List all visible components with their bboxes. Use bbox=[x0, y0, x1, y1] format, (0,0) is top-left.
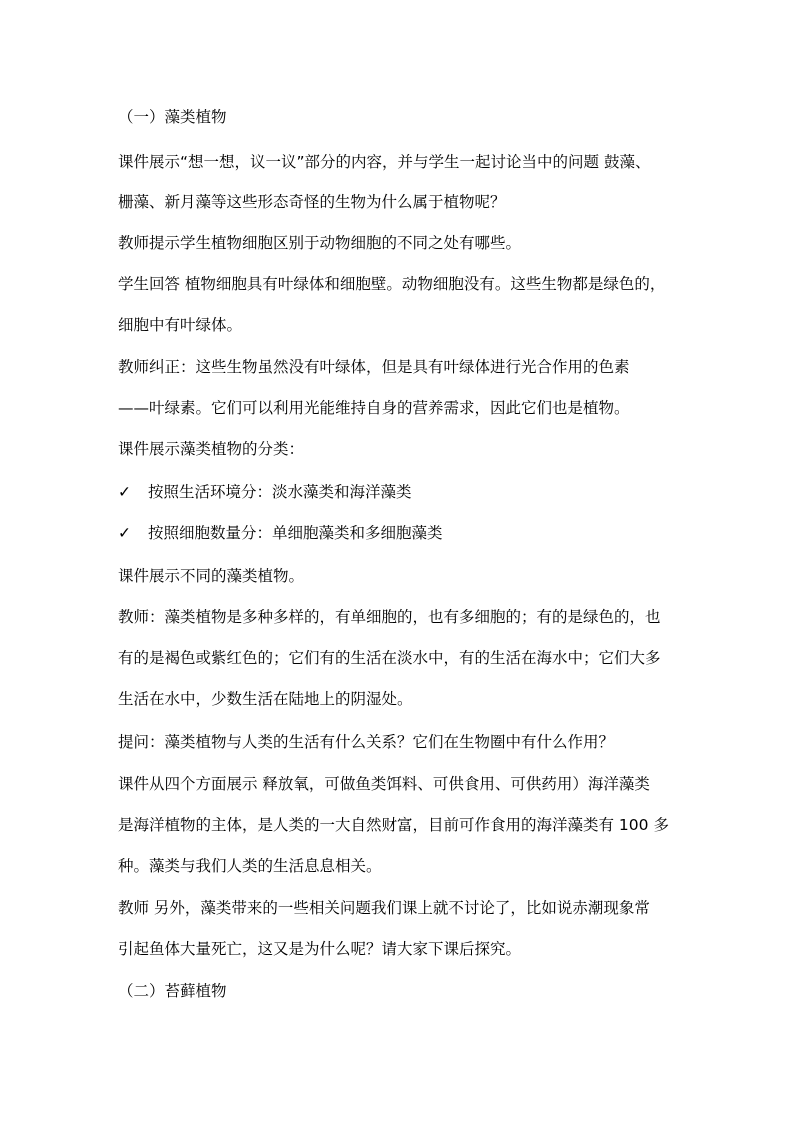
paragraph-line: 课件展示不同的藻类植物。 bbox=[118, 567, 305, 585]
paragraph-line: 课件展示藻类植物的分类： bbox=[118, 440, 305, 458]
bullet-text: 按照生活环境分：淡水藻类和海洋藻类 bbox=[148, 483, 412, 501]
paragraph-line: 课件从四个方面展示 释放氧，可做鱼类饵料、可供食用、可供药用）海洋藻类 bbox=[118, 775, 650, 793]
paragraph-line: 教师纠正：这些生物虽然没有叶绿体，但是具有叶绿体进行光合作用的色素 bbox=[118, 358, 630, 376]
paragraph-line: 教师 另外，藻类带来的一些相关问题我们课上就不讨论了，比如说赤潮现象常 bbox=[118, 899, 650, 917]
paragraph-line: 教师提示学生植物细胞区别于动物细胞的不同之处有哪些。 bbox=[118, 234, 522, 252]
bullet-item bbox=[118, 523, 678, 543]
paragraph-line: 栅藻、新月藻等这些形态奇怪的生物为什么属于植物呢？ bbox=[118, 193, 506, 211]
paragraph-line: 有的是褐色或紫红色的；它们有的生活在淡水中，有的生活在海水中；它们大多 bbox=[118, 649, 661, 667]
section-heading-algae: （一）藻类植物 bbox=[118, 108, 227, 126]
bullet-item bbox=[118, 482, 678, 502]
checkmark-icon: ✓ bbox=[118, 524, 131, 542]
paragraph-line: 细胞中有叶绿体。 bbox=[118, 316, 243, 334]
checkmark-icon: ✓ bbox=[118, 483, 131, 501]
bullet-text: 按照细胞数量分：单细胞藻类和多细胞藻类 bbox=[148, 524, 443, 542]
paragraph-line: 种。藻类与我们人类的生活息息相关。 bbox=[118, 857, 382, 875]
paragraph-line: 学生回答 植物细胞具有叶绿体和细胞壁。动物细胞没有。这些生物都是绿色的， bbox=[118, 275, 666, 293]
paragraph-line: 提问：藻类植物与人类的生活有什么关系？它们在生物圈中有什么作用？ bbox=[118, 733, 615, 751]
section-heading-moss: （二）苔藓植物 bbox=[118, 982, 227, 1000]
paragraph-line: ——叶绿素。它们可以利用光能维持自身的营养需求，因此它们也是植物。 bbox=[118, 399, 630, 417]
paragraph-line: 引起鱼体大量死亡，这又是为什么呢？请大家下课后探究。 bbox=[118, 940, 522, 958]
paragraph-line: 生活在水中，少数生活在陆地上的阴湿处。 bbox=[118, 690, 413, 708]
paragraph-line: 是海洋植物的主体，是人类的一大自然财富，目前可作食用的海洋藻类有 100 多 bbox=[118, 816, 669, 834]
paragraph-line: 课件展示“想一想，议一议”部分的内容，并与学生一起讨论当中的问题 鼓藻、 bbox=[118, 153, 651, 171]
paragraph-line: 教师：藻类植物是多种多样的，有单细胞的，也有多细胞的；有的是绿色的，也 bbox=[118, 608, 661, 626]
